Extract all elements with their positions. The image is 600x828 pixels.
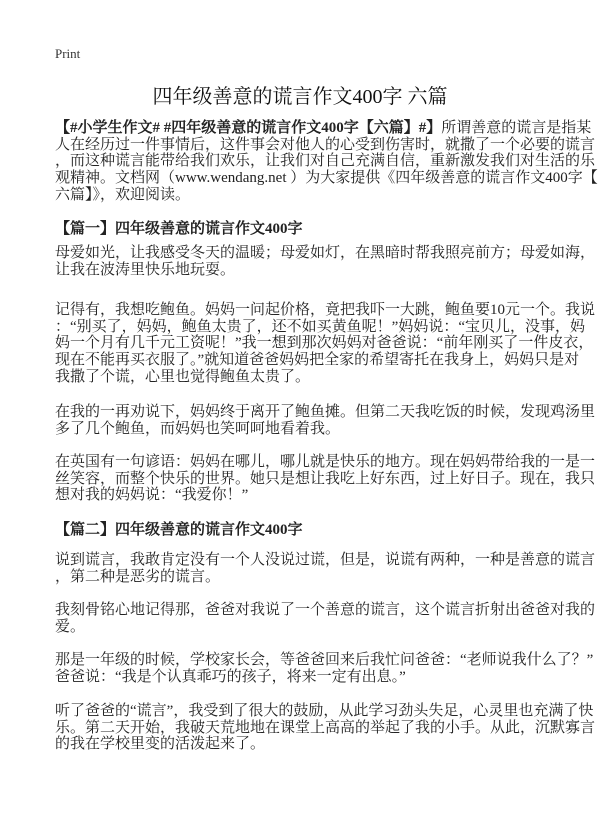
intro-text: 所谓善意的谎言是指某 [441,120,592,136]
paragraph [55,703,596,753]
text-line: ，而这种谎言能带给我们欢乐，让我们对自己充满自信，重新激发我们对生活的乐 [55,153,596,170]
intro-paragraph [55,120,598,204]
text-line: 人在经历过一件事情后，这件事会对他人的心受到伤害时，就撒了一个必要的谎言 [55,136,596,153]
text-line: 让我在波涛里快乐地玩耍。 [55,261,236,278]
text-line: 现在不能再买衣服了。”就知道爸爸妈妈把全家的希望寄托在我身上，妈妈只是对 [55,352,580,369]
paragraph [55,404,596,437]
text-line: ：“别买了，妈妈，鲍鱼太贵了，还不如买黄鱼呢！”妈妈说：“宝贝儿，没事，妈 [55,318,585,335]
text-line: 乐。第二天开始，我破天荒地地在课堂上高高的举起了我的小手。从此，沉默寡言 [55,719,596,736]
paragraph [55,302,596,386]
text-line: 想对我的妈妈说：“我爱你！” [55,487,249,504]
paragraph [55,652,594,685]
text-line: 的我在学校里变的活泼起来了。 [55,736,266,753]
text-line: 丝笑容，而整个快乐的世界。她只是想让我吃上好东西，过上好日子。现在，我只 [55,470,596,487]
text-line: 说到谎言，我敢肯定没有一个人没说过谎，但是，说谎有两种，一种是善意的谎言 [55,552,596,568]
text-line: 母爱如光，让我感受冬天的温暖；母爱如灯，在黑暗时帮我照亮前方；母爱如海， [55,245,596,261]
text-line: 我撒了个谎，心里也觉得鲍鱼太贵了。 [55,368,311,385]
text-line: 观精神。文档网（www.wendang.net ）为大家提供《四年级善意的谎言作文400字【 [55,170,598,187]
text-line: 爱。 [55,618,86,635]
text-line: 在我的一再劝说下，妈妈终于离开了鲍鱼摊。但第二天我吃饭的时候，发现鸡汤里 [55,404,596,420]
text-line: 在英国有一句谚语：妈妈在哪儿，哪儿就是快乐的地方。现在妈妈带给我的一是一 [55,454,596,470]
text-line: 多了几个鲍鱼，而妈妈也笑呵呵地看着我。 [55,420,341,437]
text-line: 记得有，我想吃鲍鱼。妈妈一问起价格，竟把我吓一大跳，鲍鱼要10元一个。我说 [55,302,596,318]
section-heading: 【篇一】四年级善意的谎言作文400字 [55,221,303,237]
text-line: 妈一个月有几千元工资呢！”我一想到那次妈妈对爸爸说：“前年刚买了一件皮衣， [55,335,594,352]
paragraph [55,245,596,278]
print-link[interactable]: Print [55,46,81,61]
paragraph [55,454,596,504]
intro-tags: 【#小学生作文# #四年级善意的谎言作文400字【六篇】#】 [55,120,442,136]
text-line: 我刻骨铭心地记得那，爸爸对我说了一个善意的谎言，这个谎言折射出爸爸对我的 [55,602,596,618]
paragraph [55,602,596,635]
paragraph [55,552,596,585]
text-line: 听了爸爸的“谎言”，我受到了很大的鼓励，从此学习劲头失足，心灵里也充满了快 [55,703,594,719]
page-title: 四年级善意的谎言作文400字 六篇 [152,86,448,108]
text-line: 爸爸说：“我是个认真乖巧的孩子，将来一定有出息。” [55,668,406,685]
section-heading: 【篇二】四年级善意的谎言作文400字 [55,522,303,538]
text-line: ，第二种是恶劣的谎言。 [55,568,221,585]
text-line: 那是一年级的时候，学校家长会，等爸爸回来后我忙问爸爸：“老师说我什么了？” [55,652,594,668]
text-line: 六篇】》，欢迎阅读。 [55,186,191,203]
